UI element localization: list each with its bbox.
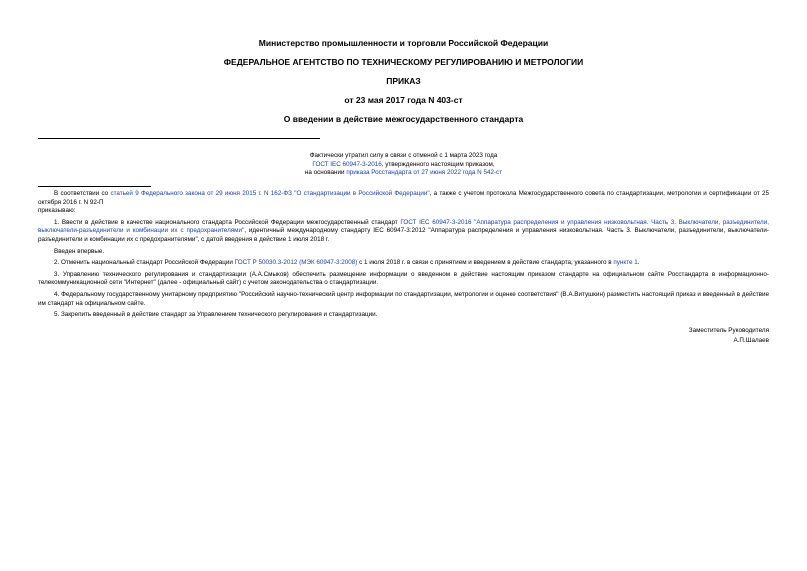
item-4-paragraph: 4. Федеральному государственному унитарному предприятию "Российский научно-технический центр информации по стандартизации, метрологии и оценке соответствия" (В.А.Витушкин) разместить настоящий приказ и введенный в действие им стандарт на официальном сайте. xyxy=(38,290,769,307)
item-3-paragraph: 3. Управлению технического регулирования и стандартизации (А.А.Смыков) обеспечить размещение информации о введенном в действие настоящим приказом стандарте на официальном сайте Росстандарта в информационно-телекоммуникационной сети "Интернет" (далее - официальный сайт) с учетом законодательства о стандартизации. xyxy=(38,270,769,287)
status-note-order-link[interactable]: приказа Росстандарта от 27 июня 2022 года N 542-ст xyxy=(346,169,503,176)
status-note-standard-link[interactable]: ГОСТ IEC 60947-3-2016 xyxy=(312,160,382,168)
signature-block xyxy=(689,326,769,346)
status-note xyxy=(0,152,807,178)
orders-paragraph: приказываю: xyxy=(38,207,76,215)
divider-top xyxy=(38,138,320,139)
signature-name: А.П.Шалаев xyxy=(733,337,769,344)
item-1-link[interactable]: пункте 1 xyxy=(613,259,638,267)
document-title: О введении в действие межгосударственного стандарта xyxy=(283,114,524,124)
preamble-paragraph: В соответствии со статьей 9 Федерального закона от 29 июня 2015 г. N 162-ФЗ "О стандартизации в Российской Федерации", а также с учетом протокола Межгосударственного совета по стандартизации, метрологии и сертификации от 25 октября 2016 г. N 92-П xyxy=(38,190,769,206)
first-time-paragraph: Введен впервые. xyxy=(54,247,105,255)
federal-law-link[interactable]: статьей 9 Федерального закона от 29 июня 2015 г. N 162-ФЗ "О стандартизации в Российской Федерации" xyxy=(110,190,430,197)
date-number-heading: от 23 мая 2017 года N 403-ст xyxy=(344,95,463,105)
status-note-line-1: Фактически утратил силу в связи с отменой с 1 марта 2023 года xyxy=(309,152,498,159)
doc-type-heading: ПРИКАЗ xyxy=(386,76,421,86)
signature-position: Заместитель Руководителя xyxy=(688,327,769,334)
agency-heading: ФЕДЕРАЛЬНОЕ АГЕНТСТВО ПО ТЕХНИЧЕСКОМУ РЕГУЛИРОВАНИЮ И МЕТРОЛОГИИ xyxy=(223,57,584,67)
item-2-paragraph: 2. Отменить национальный стандарт Российской Федерации ГОСТ Р 50030.3-2012 (МЭК 60947-3:2008) с 1 июля 2018 г. в связи с принятием и введением в действие стандарта, указанного в пункте 1. xyxy=(54,259,640,267)
document-body xyxy=(38,190,769,320)
item-1-paragraph: 1. Ввести в действие в качестве национального стандарта Российской Федерации межгосударственный стандарт ГОСТ IEC 60947-3-2016 "Аппаратура распределения и управления низковольтная. Часть 3. Выключатели, разъединители, выключатели-разъединители и комбинации их с предохранителями", идентичный международному стандарту IEC 60947-3:2012 "Аппаратура распределения и управления низковольтная. Часть 3. Выключатели, разъединители, выключатели-разъединители и комбинации их с предохранителями", с датой введения в действие 1 июля 2018 г. xyxy=(38,218,769,243)
status-note-line-2: ГОСТ IEC 60947-3-2016, утвержденного настоящим приказом, xyxy=(312,160,495,168)
gost-iec-link[interactable]: ГОСТ IEC 60947-3-2016 "Аппаратура распределения и управления низковольтная. Часть 3. Выключатели, разъединители, выключатели-разъединители и комбинации их с предохранителями" xyxy=(38,218,769,235)
status-note-line-3: на основании приказа Росстандарта от 27 июня 2022 года N 542-ст xyxy=(304,169,503,176)
divider-bottom xyxy=(38,186,151,187)
item-5-paragraph: 5. Закрепить введенный в действие стандарт за Управлением технического регулирования и стандартизации. xyxy=(54,311,378,319)
ministry-heading: Министерство промышленности и торговли Российской Федерации xyxy=(258,38,549,48)
gost-r-link[interactable]: ГОСТ Р 50030.3-2012 (МЭК 60947-3:2008) xyxy=(234,259,358,267)
